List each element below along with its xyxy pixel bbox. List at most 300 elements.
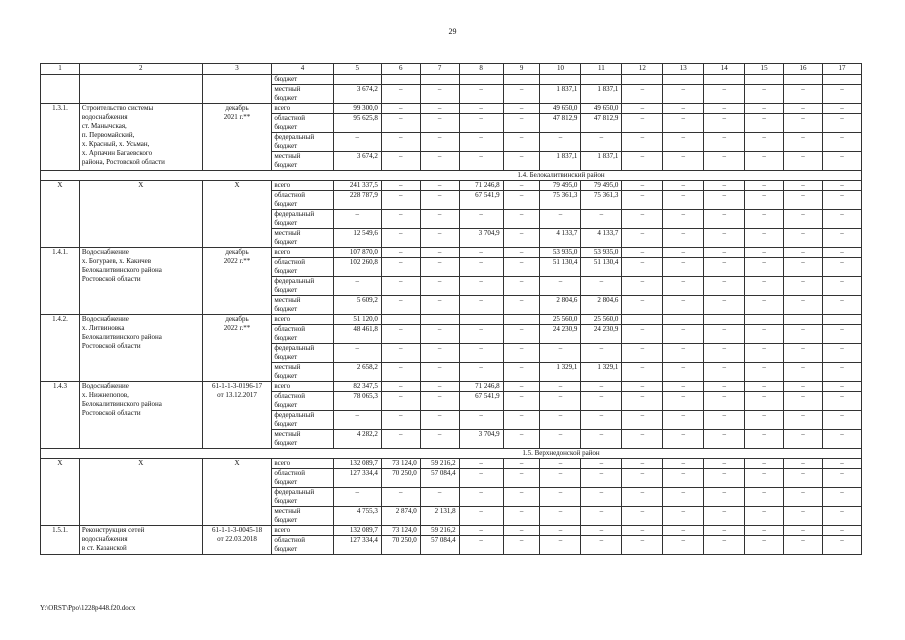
funding-source (272, 344, 333, 363)
value-cell: – (663, 248, 704, 258)
value-cell: 51 130,4 (581, 258, 622, 277)
row-id: 1.5.1. (41, 526, 80, 555)
row-date (202, 315, 272, 382)
value-cell: – (503, 210, 540, 229)
budget-table (40, 63, 862, 555)
value-cell: – (503, 104, 540, 114)
value-cell: – (663, 152, 704, 171)
value-cell: – (540, 430, 581, 449)
value-cell: – (784, 114, 823, 133)
value-cell: – (622, 382, 663, 392)
value-cell: – (459, 488, 503, 507)
value-cell: 51 130,4 (540, 258, 581, 277)
value-cell: – (622, 526, 663, 536)
value-cell: 70 250,0 (381, 469, 420, 488)
value-cell: – (745, 430, 784, 449)
row-name-line: Водоснабжение (81, 315, 129, 323)
funding-source (272, 459, 333, 469)
value-cell: – (822, 526, 861, 536)
value-cell: – (540, 488, 581, 507)
funding-source-line: всего (274, 459, 291, 467)
value-cell: – (663, 430, 704, 449)
row-date-line: декабрь (225, 104, 249, 112)
value-cell: – (822, 258, 861, 277)
value-cell: – (420, 488, 459, 507)
page-number: 29 (448, 27, 457, 36)
value-cell: 2 658,2 (333, 363, 381, 382)
value-cell: – (503, 363, 540, 382)
value-cell: 82 347,5 (333, 382, 381, 392)
value-cell: – (581, 536, 622, 555)
table-row (41, 104, 862, 114)
value-cell: 59 216,2 (420, 459, 459, 469)
value-cell: – (822, 411, 861, 430)
funding-source-line: областной (274, 536, 305, 544)
value-cell: – (622, 181, 663, 191)
funding-source (272, 536, 333, 555)
value-cell: – (622, 344, 663, 363)
value-cell: – (704, 133, 745, 152)
value-cell: – (745, 210, 784, 229)
value-cell: – (663, 229, 704, 248)
value-cell: – (704, 344, 745, 363)
value-cell: – (704, 114, 745, 133)
value-cell: – (622, 392, 663, 411)
value-cell: – (663, 114, 704, 133)
value-cell: – (663, 382, 704, 392)
value-cell: – (503, 277, 540, 296)
value-cell: – (459, 248, 503, 258)
value-cell: – (420, 133, 459, 152)
value-cell: – (381, 133, 420, 152)
row-name-line: х. Богураев, х. Какичев (81, 257, 152, 265)
value-cell: – (581, 411, 622, 430)
value-cell: – (784, 133, 823, 152)
value-cell: – (420, 277, 459, 296)
value-cell: – (822, 248, 861, 258)
value-cell: – (622, 133, 663, 152)
value-cell: – (381, 382, 420, 392)
value-cell: – (784, 104, 823, 114)
value-cell: 57 084,4 (420, 536, 459, 555)
value-cell: – (784, 277, 823, 296)
funding-source (272, 75, 333, 85)
value-cell: – (381, 181, 420, 191)
value-cell: 73 124,0 (381, 459, 420, 469)
value-cell: – (784, 296, 823, 315)
funding-source-line: федеральный (274, 411, 315, 419)
value-cell: – (503, 296, 540, 315)
value-cell: – (420, 430, 459, 449)
value-cell: – (381, 392, 420, 411)
value-cell (459, 315, 503, 325)
funding-source (272, 382, 333, 392)
funding-source-line: всего (274, 181, 291, 189)
funding-source-line: бюджет (274, 200, 298, 208)
value-cell: – (784, 382, 823, 392)
value-cell: – (622, 536, 663, 555)
row-date (202, 526, 272, 555)
funding-source-line: бюджет (274, 372, 298, 380)
funding-source (272, 363, 333, 382)
value-cell: – (704, 85, 745, 104)
value-cell: – (503, 526, 540, 536)
value-cell: – (381, 85, 420, 104)
value-cell: – (704, 296, 745, 315)
value-cell: – (745, 152, 784, 171)
value-cell: 75 361,3 (540, 191, 581, 210)
value-cell: – (381, 363, 420, 382)
value-cell: – (503, 382, 540, 392)
value-cell: 241 337,5 (333, 181, 381, 191)
column-number: 5 (333, 64, 381, 75)
value-cell: 24 230,9 (581, 325, 622, 344)
value-cell: 25 560,0 (581, 315, 622, 325)
value-cell: 132 089,7 (333, 526, 381, 536)
value-cell: – (704, 488, 745, 507)
row-name-line: водоснабжения (81, 113, 128, 121)
value-cell: – (704, 152, 745, 171)
value-cell: – (581, 344, 622, 363)
value-cell: 2 804,6 (540, 296, 581, 315)
value-cell: – (540, 392, 581, 411)
value-cell: – (503, 114, 540, 133)
value-cell: 48 461,8 (333, 325, 381, 344)
value-cell: – (420, 325, 459, 344)
row-date (202, 181, 272, 248)
value-cell: – (745, 459, 784, 469)
column-number: 7 (420, 64, 459, 75)
funding-source (272, 85, 333, 104)
value-cell: – (381, 104, 420, 114)
value-cell: – (420, 85, 459, 104)
value-cell: – (822, 459, 861, 469)
value-cell: 70 250,0 (381, 536, 420, 555)
value-cell: – (381, 258, 420, 277)
column-number: 6 (381, 64, 420, 75)
row-name-line: Ростовской области (81, 275, 141, 283)
row-name (79, 248, 202, 315)
value-cell (704, 75, 745, 85)
value-cell: – (704, 469, 745, 488)
value-cell: 53 935,0 (581, 248, 622, 258)
value-cell: – (581, 392, 622, 411)
value-cell: – (745, 488, 784, 507)
footer-file-path: Y:\ORST\Ppo\1228p448.f20.docx (40, 604, 136, 612)
value-cell: 1 837,1 (581, 152, 622, 171)
value-cell: – (503, 507, 540, 526)
row-name-line: Белокалитвинского района (81, 333, 162, 341)
value-cell: – (822, 296, 861, 315)
value-cell: 12 549,6 (333, 229, 381, 248)
value-cell: 51 120,0 (333, 315, 381, 325)
funding-source-line: федеральный (274, 133, 315, 141)
value-cell: – (503, 325, 540, 344)
value-cell: – (745, 382, 784, 392)
value-cell: – (822, 210, 861, 229)
value-cell: – (420, 363, 459, 382)
value-cell (503, 315, 540, 325)
value-cell: – (459, 526, 503, 536)
value-cell: 1 837,1 (540, 85, 581, 104)
value-cell: 127 334,4 (333, 469, 381, 488)
value-cell (581, 75, 622, 85)
value-cell: – (784, 536, 823, 555)
value-cell: – (459, 152, 503, 171)
row-id (41, 75, 80, 104)
value-cell: – (745, 411, 784, 430)
value-cell: – (381, 411, 420, 430)
value-cell: – (333, 344, 381, 363)
value-cell: – (459, 133, 503, 152)
value-cell: – (540, 411, 581, 430)
funding-source-line: местный (274, 430, 301, 438)
table-row (41, 459, 862, 469)
value-cell: – (622, 258, 663, 277)
funding-source-line: федеральный (274, 344, 315, 352)
value-cell: – (459, 411, 503, 430)
value-cell: – (745, 507, 784, 526)
row-name-line: в ст. Казанской (81, 544, 127, 552)
value-cell: – (420, 248, 459, 258)
value-cell (381, 315, 420, 325)
funding-source-line: бюджет (274, 75, 298, 83)
column-number: 15 (745, 64, 784, 75)
value-cell: 78 065,3 (333, 392, 381, 411)
row-name-line: Ростовской области (81, 342, 141, 350)
funding-source-line: областной (274, 469, 305, 477)
value-cell: 79 495,0 (581, 181, 622, 191)
value-cell: – (663, 488, 704, 507)
value-cell (622, 315, 663, 325)
value-cell: – (822, 488, 861, 507)
value-cell: 67 541,9 (459, 392, 503, 411)
value-cell: – (622, 85, 663, 104)
row-name (79, 181, 202, 248)
value-cell: – (745, 344, 784, 363)
value-cell: – (822, 277, 861, 296)
value-cell: 132 089,7 (333, 459, 381, 469)
row-date-line: декабрь (225, 248, 249, 256)
funding-source-line: бюджет (274, 439, 298, 447)
header-row (41, 64, 862, 75)
value-cell: – (745, 258, 784, 277)
value-cell: 79 495,0 (540, 181, 581, 191)
value-cell: – (381, 430, 420, 449)
value-cell: 3 704,9 (459, 430, 503, 449)
value-cell: – (381, 488, 420, 507)
value-cell: – (663, 181, 704, 191)
value-cell: – (745, 536, 784, 555)
funding-source (272, 411, 333, 430)
value-cell: – (381, 114, 420, 133)
row-name-line: X (138, 459, 144, 467)
value-cell: – (704, 248, 745, 258)
value-cell: – (581, 459, 622, 469)
value-cell: – (663, 469, 704, 488)
value-cell (784, 75, 823, 85)
value-cell: 5 609,2 (333, 296, 381, 315)
funding-source-line: бюджет (274, 161, 298, 169)
funding-source (272, 258, 333, 277)
funding-source (272, 469, 333, 488)
funding-source (272, 325, 333, 344)
funding-source-line: бюджет (274, 142, 298, 150)
value-cell: – (822, 392, 861, 411)
value-cell: – (581, 210, 622, 229)
funding-source-line: бюджет (274, 219, 298, 227)
funding-source-line: областной (274, 258, 305, 266)
table-row (41, 248, 862, 258)
funding-source-line: бюджет (274, 545, 298, 553)
value-cell: 67 541,9 (459, 191, 503, 210)
value-cell (822, 75, 861, 85)
value-cell: 24 230,9 (540, 325, 581, 344)
table-row (41, 181, 862, 191)
row-date-line: от 22.03.2018 (217, 535, 257, 543)
value-cell: – (784, 325, 823, 344)
value-cell: – (459, 210, 503, 229)
column-number: 17 (822, 64, 861, 75)
value-cell: – (581, 133, 622, 152)
value-cell: – (420, 296, 459, 315)
value-cell: – (822, 507, 861, 526)
value-cell: – (663, 363, 704, 382)
value-cell: – (622, 363, 663, 382)
value-cell: – (784, 430, 823, 449)
value-cell: – (540, 344, 581, 363)
row-name (79, 526, 202, 555)
value-cell (420, 315, 459, 325)
value-cell: – (663, 104, 704, 114)
value-cell: – (503, 459, 540, 469)
value-cell (420, 75, 459, 85)
funding-source-line: областной (274, 325, 305, 333)
row-date (202, 248, 272, 315)
funding-source-line: бюджет (274, 497, 298, 505)
funding-source-line: бюджет (274, 286, 298, 294)
row-name-line: х. Литвиновка (81, 324, 125, 332)
row-date-line: 61-1-1-3-0196-17 (211, 382, 263, 390)
value-cell: – (622, 411, 663, 430)
value-cell: – (704, 277, 745, 296)
column-number: 11 (581, 64, 622, 75)
value-cell: – (459, 459, 503, 469)
value-cell: 3 674,2 (333, 152, 381, 171)
value-cell: – (745, 363, 784, 382)
value-cell: – (663, 459, 704, 469)
value-cell: 1 329,1 (581, 363, 622, 382)
row-date-line: 2022 г.** (223, 257, 251, 265)
row-name-line: Строительство системы (81, 104, 154, 112)
value-cell: – (745, 104, 784, 114)
value-cell: – (581, 507, 622, 526)
value-cell: – (745, 114, 784, 133)
value-cell: – (784, 507, 823, 526)
value-cell: – (503, 411, 540, 430)
value-cell: – (459, 114, 503, 133)
value-cell: – (381, 296, 420, 315)
row-name-line: ст. Манычская, (81, 122, 127, 130)
funding-source-line: бюджет (274, 305, 298, 313)
value-cell: – (622, 325, 663, 344)
row-date-line: X (234, 459, 240, 467)
value-cell: – (784, 363, 823, 382)
value-cell: – (503, 181, 540, 191)
row-date-line: от 13.12.2017 (217, 391, 257, 399)
section-heading-cell (41, 171, 862, 181)
row-name-line: х. Арпачин Багаевского (81, 149, 153, 157)
row-id: X (41, 181, 80, 248)
row-date (202, 459, 272, 526)
value-cell: – (622, 191, 663, 210)
value-cell: – (704, 536, 745, 555)
value-cell: – (503, 133, 540, 152)
column-number: 9 (503, 64, 540, 75)
row-name-line: Водоснабжение (81, 382, 129, 390)
value-cell: – (459, 277, 503, 296)
value-cell: – (745, 181, 784, 191)
funding-source (272, 430, 333, 449)
value-cell: – (459, 104, 503, 114)
value-cell: 59 216,2 (420, 526, 459, 536)
funding-source (272, 315, 333, 325)
row-name-line: водоснабжения (81, 535, 128, 543)
value-cell: – (784, 229, 823, 248)
value-cell: – (420, 411, 459, 430)
value-cell: – (622, 296, 663, 315)
value-cell: – (704, 325, 745, 344)
row-name-line: Водоснабжение (81, 248, 129, 256)
funding-source-line: бюджет (274, 267, 298, 275)
row-name (79, 382, 202, 449)
row-name-line: Белокалитвинского района (81, 400, 162, 408)
value-cell: – (459, 507, 503, 526)
value-cell: – (745, 85, 784, 104)
value-cell: – (822, 536, 861, 555)
value-cell: – (663, 536, 704, 555)
funding-source-line: бюджет (274, 353, 298, 361)
funding-source-line: бюджет (274, 94, 298, 102)
value-cell: 49 650,0 (581, 104, 622, 114)
value-cell: – (784, 210, 823, 229)
funding-source-line: местный (274, 229, 301, 237)
value-cell: – (704, 104, 745, 114)
value-cell: – (663, 325, 704, 344)
funding-source-line: всего (274, 315, 291, 323)
value-cell: – (503, 191, 540, 210)
value-cell: – (745, 191, 784, 210)
section-heading: 1.4. Белокалитвинский район (517, 171, 605, 179)
value-cell: – (822, 363, 861, 382)
funding-source (272, 152, 333, 171)
row-name-line: х. Нижнепопов, (81, 391, 129, 399)
value-cell: 95 625,8 (333, 114, 381, 133)
value-cell: – (704, 392, 745, 411)
table-row (41, 382, 862, 392)
value-cell: – (581, 488, 622, 507)
value-cell: 71 246,8 (459, 382, 503, 392)
funding-source-line: местный (274, 363, 301, 371)
value-cell: – (663, 258, 704, 277)
value-cell: – (420, 191, 459, 210)
funding-source-line: бюджет (274, 123, 298, 131)
row-name-line: п. Первомайский, (81, 131, 135, 139)
section-heading-cell (41, 449, 862, 459)
value-cell: – (540, 507, 581, 526)
value-cell: – (745, 296, 784, 315)
value-cell: – (663, 411, 704, 430)
